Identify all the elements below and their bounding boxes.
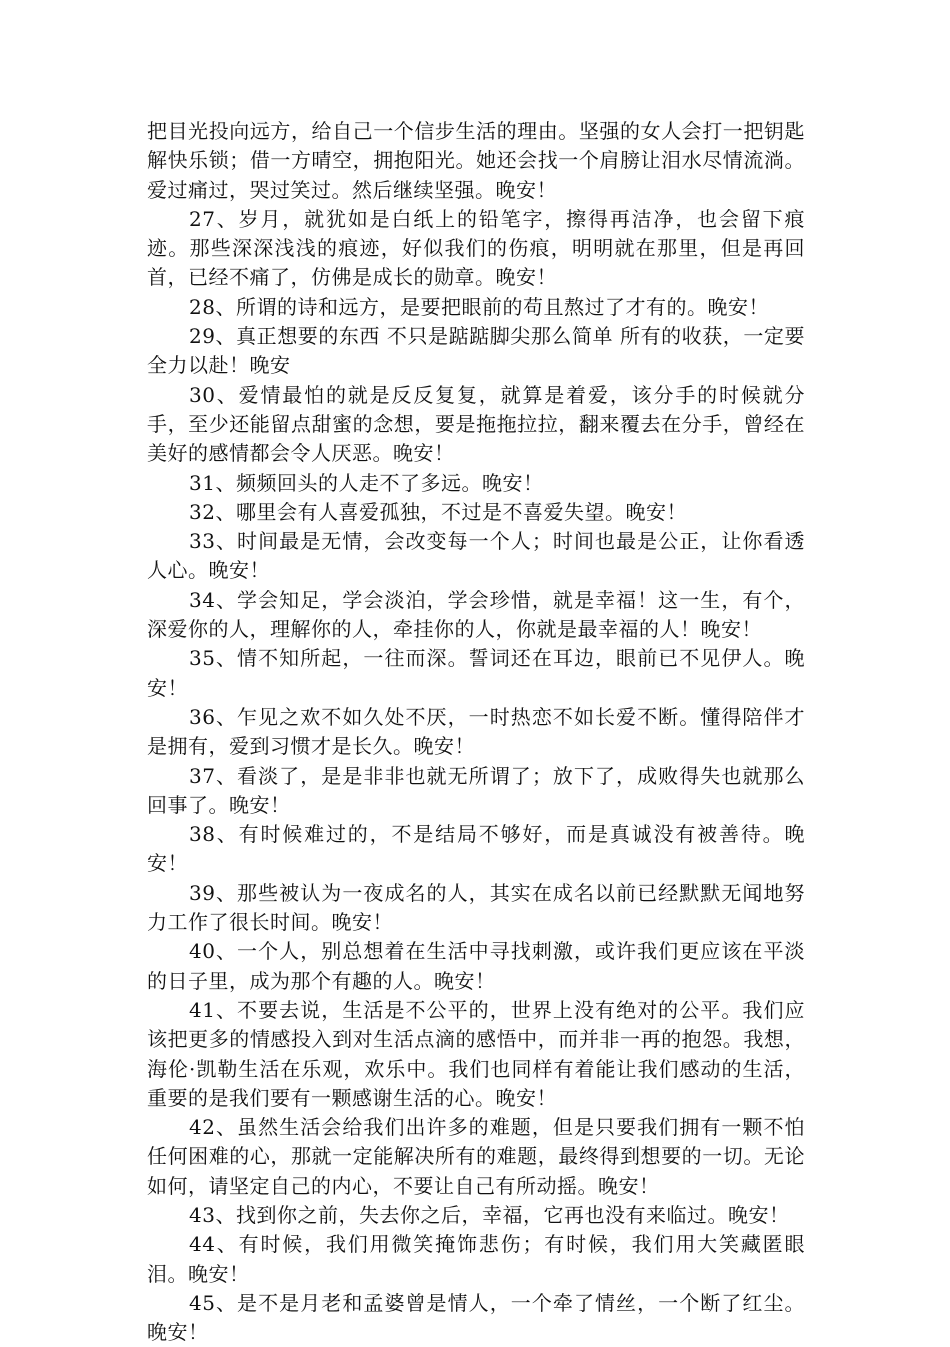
- paragraph-29: 29、真正想要的东西 不只是踮踮脚尖那么简单 所有的收获，一定要全力以赴！晚安: [147, 324, 805, 378]
- paragraph-27: 27、岁月，就犹如是白纸上的铅笔字，擦得再洁净，也会留下痕迹。那些深深浅浅的痕迹，好似我们的伤痕，明明就在那里，但是再回首，已经不痛了，仿佛是成长的勋章。晚安！: [147, 206, 805, 290]
- paragraph-34: 34、学会知足，学会淡泊，学会珍惜，就是幸福！这一生，有个，深爱你的人，理解你的人，牵挂你的人，你就是最幸福的人！晚安！: [147, 587, 805, 642]
- paragraph-42: 42、虽然生活会给我们出许多的难题，但是只要我们拥有一颗不怕任何困难的心，那就一定能解决所有的难题，最终得到想要的一切。无论如何，请坚定自己的内心，不要让自己有所动摇。晚安！: [147, 1115, 805, 1198]
- paragraph-37: 37、看淡了，是是非非也就无所谓了；放下了，成败得失也就那么回事了。晚安！: [147, 763, 805, 817]
- paragraph-45: 45、是不是月老和孟婆曾是情人，一个牵了情丝，一个断了红尘。晚安！: [147, 1290, 805, 1345]
- paragraph-44: 44、有时候，我们用微笑掩饰悲伤；有时候，我们用大笑藏匿眼泪。晚安！: [147, 1232, 805, 1286]
- paragraph-continuation: 把目光投向远方，给自己一个信步生活的理由。坚强的女人会打一把钥匙解快乐锁；借一方晴空，拥抱阳光。她还会找一个肩膀让泪水尽情流淌。爱过痛过，哭过笑过。然后继续坚强。晚安！: [147, 119, 805, 202]
- paragraph-33: 33、时间最是无情，会改变每一个人；时间也最是公正，让你看透人心。晚安！: [147, 529, 805, 583]
- paragraph-36: 36、乍见之欢不如久处不厌，一时热恋不如长爱不断。懂得陪伴才是拥有，爱到习惯才是长久。晚安！: [147, 704, 805, 759]
- paragraph-41: 41、不要去说，生活是不公平的，世界上没有绝对的公平。我们应该把更多的情感投入到对生活点滴的感悟中，而并非一再的抱怨。我想，海伦·凯勒生活在乐观，欢乐中。我们也同样有着能让我们感动的生活，重要的是我们要有一颗感谢生活的心。晚安！: [147, 997, 805, 1110]
- paragraph-40: 40、一个人，别总想着在生活中寻找刺激，或许我们更应该在平淡的日子里，成为那个有趣的人。晚安！: [147, 939, 805, 993]
- paragraph-43: 43、找到你之前，失去你之后，幸福，它再也没有来临过。晚安！: [189, 1202, 790, 1227]
- paragraph-30: 30、爱情最怕的就是反反复复，就算是着爱，该分手的时候就分手，至少还能留点甜蜜的念想，要是拖拖拉拉，翻来覆去在分手，曾经在美好的感情都会令人厌恶。晚安！: [147, 382, 805, 466]
- paragraph-31: 31、频频回头的人走不了多远。晚安！: [189, 470, 544, 495]
- paragraph-35: 35、情不知所起，一往而深。誓词还在耳边，眼前已不见伊人。晚安！: [147, 646, 805, 700]
- paragraph-38: 38、有时候难过的，不是结局不够好，而是真诚没有被善待。晚安！: [147, 822, 805, 876]
- paragraph-28: 28、所谓的诗和远方，是要把眼前的苟且熬过了才有的。晚安！: [189, 294, 769, 319]
- paragraph-39: 39、那些被认为一夜成名的人，其实在成名以前已经默默无闻地努力工作了很长时间。晚安！: [147, 880, 805, 935]
- paragraph-32: 32、哪里会有人喜爱孤独，不过是不喜爱失望。晚安！: [189, 499, 687, 524]
- document-body: [147, 117, 805, 1347]
